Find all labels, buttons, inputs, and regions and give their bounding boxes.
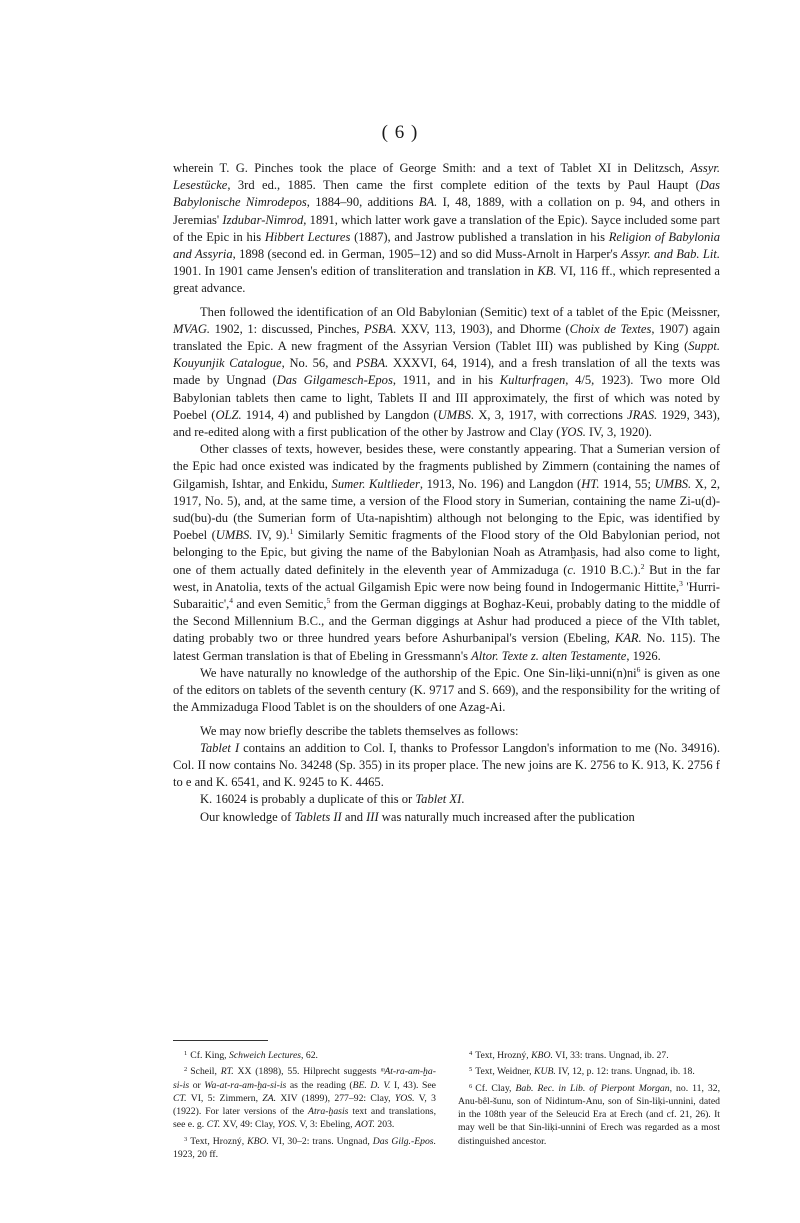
footnotes-right-column: [458, 1047, 720, 1149]
italic-text: AOT.: [354, 1119, 375, 1131]
footnote-number: 4: [469, 1050, 473, 1057]
footnote-number: 6: [469, 1082, 473, 1090]
italic-text: KB.: [537, 264, 557, 279]
footnote-number: 3: [184, 1135, 188, 1143]
paragraph-2: Then followed the identification of an Old Babylonian (Semitic) text of a tablet of the Epic (Meissner, MVAG. 1902, 1: discussed, Pinches, PSBA. XXV, 113, 1903), and Dhorme (Choix de Textes, 1907) again translated the Epic. A new fragment of the Assyrian Version (Tablet III) was published by King (Suppt. Kouyunjik Catalogue, No. 56, and PSBA. XXXVI, 64, 1914), and a fresh translation of all the texts was made by Ungnad (Das Gilgamesch-Epos, 1911, and in his Kulturfragen, 4/5, 1923). Two more Old Babylonian tablets then came to light, Tablets II and III approximately, the first of which was noted by Poebel (OLZ. 1914, 4) and published by Langdon (UMBS. X, 3, 1917, with corrections JRAS. 1929, 343), and re-edited along with a first publication of the other by Jastrow and Clay (YOS. IV, 3, 1920).: [173, 304, 720, 440]
footnote-number: 1: [184, 1050, 188, 1057]
footnote-marker: 3: [679, 578, 683, 588]
italic-text: RT.: [220, 1066, 234, 1078]
footnote-2: $^2$ Scheil, RT. XX (1898), 55. Hilprecht suggests ᵐAt-ra-am-ḫa-si-is or Wa-at-ra-am-ḫa-si-is as the reading (BE. D. V. I, 43). See CT. VI, 5: Zimmern, ZA. XIV (1899), 277–92: Clay, YOS. V, 3 (1922). For later versions of the Atra-ḫasis text and translations, see e. g. CT. XV, 49: Clay, YOS. V, 3: Ebeling, AOT. 203.: [173, 1066, 436, 1131]
italic-text: MVAG.: [173, 321, 211, 336]
paragraph-5: We may now briefly describe the tablets themselves as follows:: [200, 723, 519, 738]
italic-text: UMBS.: [215, 528, 253, 543]
italic-text: Choix de Textes: [569, 321, 652, 336]
footnote-6: $^6$ Cf. Clay, Bab. Rec. in Lib. of Pierpont Morgan, no. 11, 32, Anu-bêl-šunu, son of Nidintum-Anu, son of Sin-liḳi-unnini, dated in the 108th year of the Seleucid Era at Erech (and cf. 21, 26). It may well be that Sin-liḳi-unnini of Erech was regarded as a most distinguished ancestor.: [458, 1082, 721, 1147]
body-text: [173, 160, 720, 826]
italic-text: UMBS.: [437, 407, 475, 422]
footnote-1: $^1$ Cf. King, Schweich Lectures, 62.: [184, 1050, 318, 1061]
italic-text: Wa-at-ra-am-ḫa-si-is: [204, 1079, 287, 1091]
footnote-marker: 6: [636, 664, 641, 674]
italic-text: Assyr. and Bab. Lit.: [621, 247, 721, 262]
italic-text: Assyr. Lesestücke: [173, 161, 720, 193]
italic-text: ᵐAt-ra-am-ḫa-si-is: [173, 1066, 436, 1091]
page-number: ( 6 ): [381, 122, 419, 143]
footnote-number: 2: [184, 1066, 188, 1074]
italic-text: BE. D. V.: [352, 1079, 391, 1091]
footnote-marker: 2: [640, 561, 645, 571]
italic-text: Altor. Texte z. alten Testamente: [471, 648, 627, 663]
footnote-3: $^3$ Text, Hrozný, KBO. VI, 30–2: trans. Ungnad, Das Gilg.-Epos. 1923, 20 ff.: [173, 1135, 436, 1160]
italic-text: Suppt. Kouyunjik Catalogue: [173, 339, 720, 371]
italic-text: Sumer. Kultlieder: [331, 476, 420, 491]
footnotes-left-column: [173, 1047, 436, 1162]
italic-text: ZA.: [262, 1092, 277, 1104]
small-caps-text: B.C.: [298, 614, 322, 629]
paragraph-6: Tablet I contains an addition to Col. I, thanks to Professor Langdon's information to me (No. 34916). Col. II now contains No. 34248 (Sp. 355) in its proper place. The new joins are K. 2756 to K. 913, K. 2756 f to e and K. 6541, and K. 9245 to K. 4465.: [173, 740, 720, 790]
footnote-marker: 5: [326, 596, 331, 606]
italic-text: Das Gilgamesch-Epos: [276, 373, 393, 388]
italic-text: KBO.: [531, 1050, 553, 1061]
italic-text: Atra-ḫasis: [308, 1106, 349, 1117]
footnote-marker: 4: [229, 596, 234, 606]
italic-text: CT.: [173, 1092, 187, 1104]
italic-text: HT.: [581, 476, 600, 491]
italic-text: YOS.: [560, 425, 586, 440]
italic-text: UMBS.: [654, 476, 692, 491]
italic-text: JRAS.: [627, 407, 658, 422]
paragraph-3: Other classes of texts, however, besides these, were constantly appearing. That a Sumerian version of the Epic had once existed was indicated by the fragments published by Zimmern (containing the names of Gilgamish, Ishtar, and Enkidu, Sumer. Kultlieder, 1913, No. 196) and Langdon (HT. 1914, 55; UMBS. X, 2, 1917, No. 5), and, at the same time, a version of the Flood story in Sumerian, containing the name Zi-u(d)-sud(bu)-du (the Sumerian form of Uta-napishtim) although not belonging to the Epic, was identified by Poebel (UMBS. IV, 9).$^1$ Similarly Semitic fragments of the Flood story of the Old Babylonian period, not belonging to the Epic, but giving the name of the Babylonian Noah as Atramḫasis, had also come to light, one of them actually dated definitely in the eleventh year of Ammizaduga (c. 1910 B.C.).$^2$ But in the far west, in Anatolia, texts of the actual Gilgamish Epic were now being found in Indogermanic Hittite,$^3$ 'Hurri-Subaraitic',$^4$ and even Semitic,$^5$ from the German diggings at Boghaz-Keui, probably dating to the middle of the Second Millennium B.C., and the German diggings at Ashur had produced a piece of the VIth tablet, dating probably two or three hundred years before Ashurbanipal's version (Ebeling, KAR. No. 115). The latest German translation is that of Ebeling in Gressmann's Altor. Texte z. alten Testamente, 1926.: [173, 442, 720, 663]
italic-text: PSBA.: [355, 356, 389, 371]
italic-text: OLZ.: [215, 407, 242, 422]
italic-text: Religion of Babylonia and Assyria: [173, 229, 720, 262]
paragraph-4: We have naturally no knowledge of the authorship of the Epic. One Sin-$liḳi-unni(n)ni^6$ is given as one of the editors on tablets of the seventh century (K. 9717 and S. 669), and the responsibility for the writing of the Ammizaduga Flood Tablet is on the shoulders of one Azag-Ai.: [173, 664, 720, 715]
footnote-number: 5: [469, 1066, 473, 1074]
italic-text: Izdubar-Nimrod: [222, 212, 304, 227]
italic-text: Tablet XI: [415, 792, 462, 807]
italic-text: KUB.: [534, 1066, 556, 1078]
footnote-4: $^4$ Text, Hrozný, KBO. VI, 33: trans. Ungnad, ib. 27.: [469, 1050, 669, 1061]
italic-text: Schweich Lectures: [229, 1050, 302, 1061]
italic-text: CT.: [206, 1119, 221, 1131]
italic-text: KAR.: [614, 631, 642, 646]
footnote-rule: [173, 1040, 268, 1041]
italic-text: Kulturfragen: [499, 373, 566, 388]
italic-text: PSBA.: [364, 321, 397, 336]
paragraph-7: K. 16024 is probably a duplicate of this or Tablet XI.: [200, 792, 465, 807]
footnote-5: $^5$ Text, Weidner, KUB. IV, 12, p. 12: trans. Ungnad, ib. 18.: [469, 1066, 695, 1078]
italic-text: YOS.: [277, 1119, 298, 1131]
italic-text: YOS.: [394, 1092, 415, 1104]
italic-text: Tablets II: [294, 809, 342, 824]
italic-text: Das Babylonische Nimrodepos: [173, 178, 720, 210]
paragraph-1: wherein T. G. Pinches took the place of George Smith: and a text of Tablet XI in Delitzsch, Assyr. Lesestücke, 3rd ed., 1885. Then came the first complete edition of the texts by Paul Haupt (Das Babylonische Nimrodepos, 1884–90, additions BA. I, 48, 1889, with a collation on p. 94, and others in Jeremias' Izdubar-Nimrod, 1891, which latter work gave a translation of the Epic). Sayce included some part of the Epic in his Hibbert Lectures (1887), and Jastrow published a translation in his Religion of Babylonia and Assyria, 1898 (second ed. in German, 1905–12) and so did Muss-Arnolt in Harper's Assyr. and Bab. Lit. 1901. In 1901 came Jensen's edition of transliteration and translation in KB. VI, 116 ff., which represented a great advance.: [173, 161, 721, 296]
italic-text: Bab. Rec. in Lib. of Pierpont Morgan: [515, 1082, 670, 1094]
footnote-marker: 1: [289, 527, 294, 537]
italic-text: BA.: [418, 195, 438, 210]
italic-text: KBO.: [247, 1135, 269, 1147]
paragraph-8: Our knowledge of Tablets II and III was naturally much increased after the publication: [200, 809, 635, 824]
italic-text: c.: [567, 562, 577, 577]
italic-text: Das Gilg.-Epos.: [372, 1135, 436, 1147]
small-caps-text: B.C.: [610, 562, 634, 577]
italic-text: III: [366, 809, 379, 824]
italic-text: Hibbert Lectures: [264, 229, 351, 244]
italic-text: Tablet I: [200, 740, 240, 755]
